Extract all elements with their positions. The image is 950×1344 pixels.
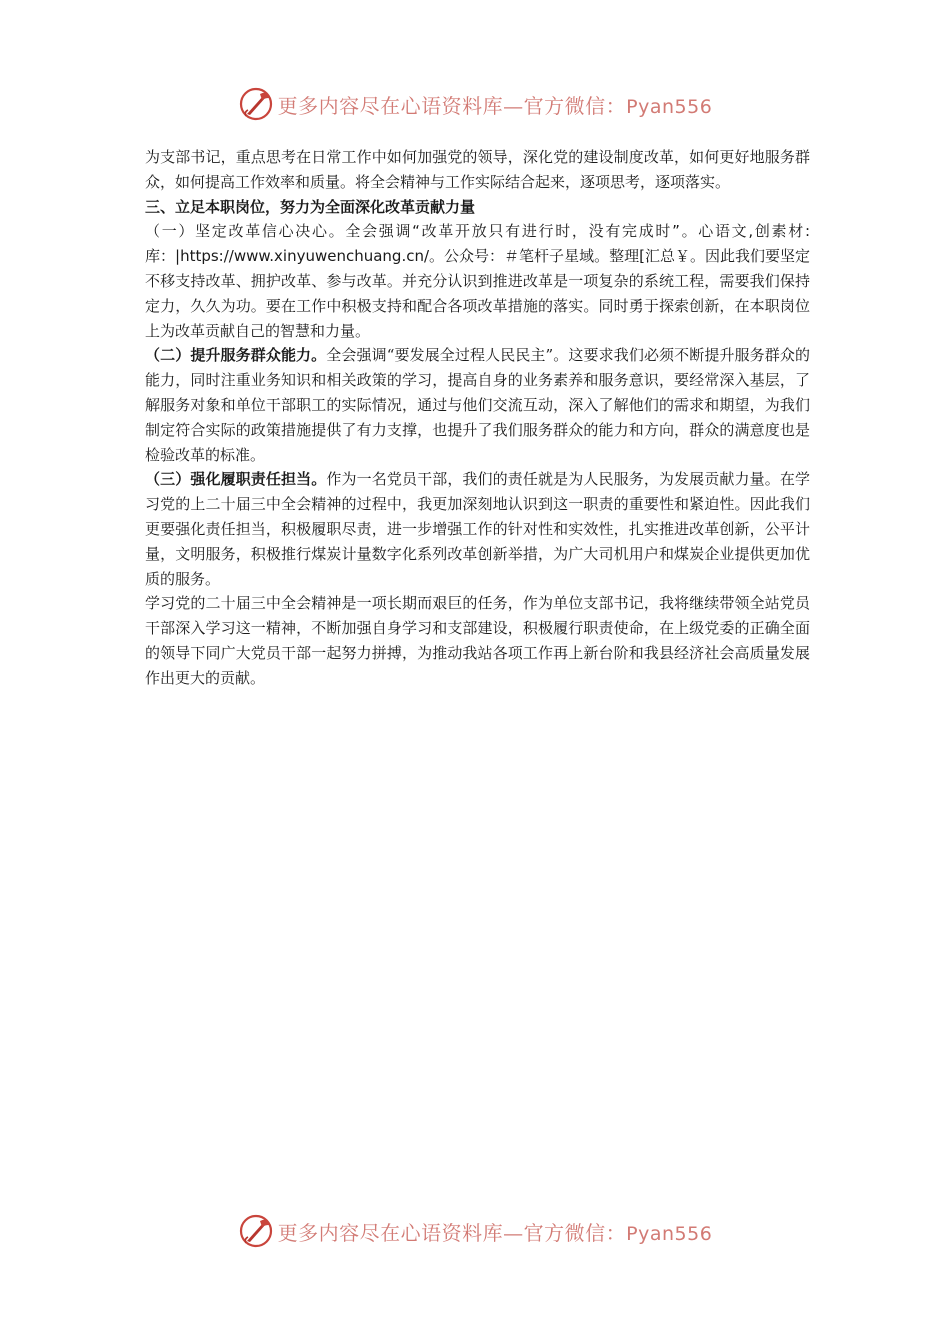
banner-caption <box>278 1217 713 1246</box>
quill-pen-logo-icon <box>238 1213 274 1249</box>
paragraph-service-ability <box>145 343 810 467</box>
header-banner <box>0 84 950 124</box>
paragraph-conclusion: 学习党的二十届三中全会精神是一项长期而艰巨的任务，作为单位支部书记，我将继续带领全站党员干部深入学习这一精神，不断加强自身学习和支部建设，积极履行职责使命，在上级党委的正确全面的领导下同广大党员干部一起努力拼搏，为推动我站各项工作再上新台阶和我县经济社会高质量发展作出更大的贡献。 <box>145 594 810 687</box>
paragraph-responsibility <box>145 467 810 591</box>
banner-text: 更多内容尽在心语资料库—官方微信： <box>277 93 627 118</box>
paragraph-intro: 为支部书记，重点思考在日常工作中如何加强党的领导，深化党的建设制度改革，如何更好地服务群众，如何提高工作效率和质量。将全会精神与工作实际结合起来，逐项思考，逐项落实。 <box>145 148 810 191</box>
subheading-service-ability: （二）提升服务群众能力。 <box>145 346 327 365</box>
subheading-responsibility: （三）强化履职责任担当。 <box>145 470 327 489</box>
paragraph-reform-confidence: （一）坚定改革信心决心。全会强调“改革开放只有进行时，没有完成时”。心语文,创素材:库：|https://www.xinyuwenchuang.cn/。公众号：＃笔杆子星域。整理[汇总￥。因此我们要坚定不移支持改革、拥护改革、参与改革。并充分认识到推进改革是一项复杂的系统工程，需要我们保持定力，久久为功。要在工作中积极支持和配合各项改革措施的落实。同时勇于探索创新，在本职岗位上为改革贡献自己的智慧和力量。 <box>145 222 810 340</box>
footer-banner <box>0 1211 950 1251</box>
banner-wechat-id: Pyan556 <box>626 95 713 118</box>
document-body <box>145 145 810 691</box>
paragraph-service-body: 全会强调“要发展全过程人民民主”。这要求我们必须不断提升服务群众的能力，同时注重业务知识和相关政策的学习，提高自身的业务素养和服务意识，要经常深入基层，了解服务对象和单位干部职工的实际情况，通过与他们交流互动，深入了解他们的需求和期望，为我们制定符合实际的政策措施提供了有力支撑，也提升了我们服务群众的能力和方向，群众的满意度也是检验改革的标准。 <box>145 346 810 464</box>
quill-pen-logo-icon <box>238 86 274 122</box>
section-heading-3: 三、立足本职岗位，努力为全面深化改革贡献力量 <box>145 197 476 216</box>
banner-wechat-id: Pyan556 <box>626 1222 713 1245</box>
paragraph-responsibility-body: 作为一名党员干部，我们的责任就是为人民服务，为发展贡献力量。在学习党的上二十届三中全会精神的过程中，我更加深刻地认识到这一职责的重要性和紧迫性。因此我们更要强化责任担当，积极履职尽责，进一步增强工作的针对性和实效性，扎实推进改革创新，公平计量，文明服务，积极推行煤炭计量数字化系列改革创新举措，为广大司机用户和煤炭企业提供更加优质的服务。 <box>145 470 810 588</box>
banner-text: 更多内容尽在心语资料库—官方微信： <box>277 1220 627 1245</box>
banner-caption <box>278 90 713 119</box>
